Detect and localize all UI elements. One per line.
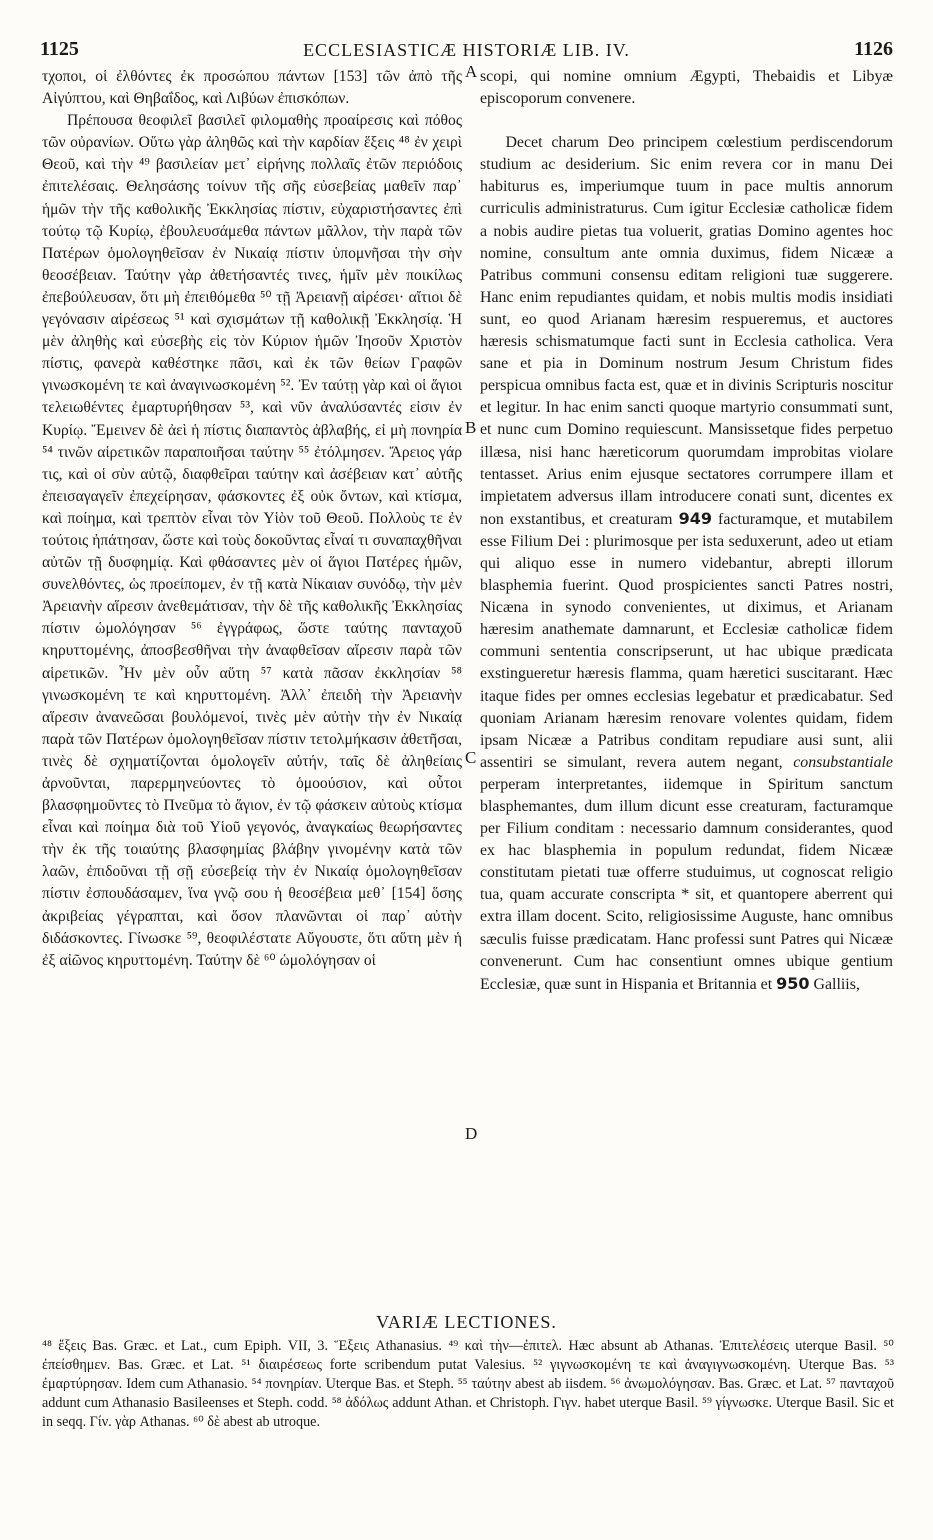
margin-marker-d: D	[465, 1124, 478, 1143]
page-number-left: 1125	[40, 38, 79, 60]
running-title: ECCLESIASTICÆ HISTORIÆ LIB. IV.	[303, 40, 630, 60]
latin-paragraph-1: scopi, qui nomine omnium Ægypti, Thebaidis et Libyæ episcoporum convenere.	[480, 68, 893, 108]
variant-notes-text: ⁴⁸ ἕξεις Bas. Græc. et Lat., cum Epiph. VII, 3. Ἕξεις Athanasius. ⁴⁹ καὶ τὴν—ἐπιτελ. Hæc absunt ab Athanas. Ἐπιτελέσεις uterque Basil. ⁵⁰ ἐπείσθημεν. Bas. Græc. et Lat. ⁵¹ διαιρέσεως forte scribendum putat Valesius. ⁵² γιγνωσκομένη τε καὶ ἀναγιγνωσκομένη. Uterque Bas. ⁵³ ἐμαρτύρησαν. Idem cum Athanasio. ⁵⁴ πονηρίαν. Uterque Bas. et Steph. ⁵⁵ ταύτην abest ab iisdem. ⁵⁶ ἀνωμολόγησαν. Bas. Græc. et Lat. ⁵⁷ πανταχοῦ addunt cum Athanasio Basileenses et Steph. codd. ⁵⁸ ἀδόλως addunt Athan. et Christoph. Γιγν. habet uterque Basil. ⁵⁹ γίγνωσκε. Uterque Basil. Sic et in seqq. Γίν. γὰρ Athanas. ⁶⁰ δὲ abest ab utroque.	[42, 1338, 894, 1430]
column-number-950: 950	[776, 973, 810, 993]
latin-paragraph-2	[480, 132, 893, 996]
latin-column	[480, 66, 893, 1312]
latin-text-b: facturamque, et mutabilem esse Filium Dei : plurimosque per ista seduxerunt, adeo ut etiam qui aliquo esse in numero videbantur, abrepti illorum blasphemia fuerint. Quod prospicientes sancti Patres nostri, Nicæna in synodo convenientes, ut diximus, et Arianam hæresim anathemate damnarunt, et Ecclesiæ catholicæ fidem communi sententia conscripserunt, ut hac ubique prædicata exstingueretur hæresis flamma, quam hæretici suscitarant. Hæc itaque fides per omnes ecclesias legebatur et prædicabatur. Sed quoniam Arianam hæresim renovare volentes quidam, fidem ipsam Nicææ a Patribus conditam repudiare ausi sunt, alii assentiri se simulant, revera autem negant,	[480, 510, 893, 771]
page-number-right: 1126	[854, 38, 893, 60]
margin-marker-b: B	[465, 418, 477, 437]
latin-italic-word: consubstantiale	[793, 753, 893, 771]
column-number-949: 949	[678, 508, 712, 528]
latin-text-c: perperam interpretantes, iidemque in Spiritum sanctum blasphemantes, dum illum dicunt esse creaturam, facturamque per Filium conditam : necessario damnum considerantes, quod ex hac blasphemia in populum redundat, fidem Nicææ constitutam pietati tuæ offerre studuimus, ut cognoscat religio tua, quam accurate conscripta * sit, et quantopere aberrent qui extra illam docent. Scito, religiosissime Auguste, hanc omnibus sæculis fuisse prædicatam. Hanc professi sunt Patres qui Nicææ convenerunt. Cum hac consentiunt omnes ubique gentium Ecclesiæ, quæ sunt in Hispania et Britannia et	[480, 775, 893, 993]
greek-paragraph-2: Πρέπουσα θεοφιλεῖ βασιλεῖ φιλομαθὴς προαίρεσις καὶ πόθος τῶν οὐρανίων. Οὕτω γὰρ ἀληθῶς καὶ τὴν καρδίαν ἕξεις ⁴⁸ ἐν χειρὶ Θεοῦ, καὶ τὴν ⁴⁹ βασιλείαν μετ᾽ εἰρήνης πολλαῖς ἐτῶν περιόδοις ἐπιτελέσαις. Θελησάσης τοίνυν τῆς σῆς εὐσεβείας μαθεῖν παρ᾽ ἡμῶν τὴν τῆς καθολικῆς Ἐκκλησίας πίστιν, εὐχαριστήσαντες ἐπὶ τούτῳ τῷ Κυρίῳ, ἐβουλευσάμεθα πάντων μᾶλλον, τὴν παρὰ τῶν Πατέρων ὁμολογηθεῖσαν ἐν Νικαίᾳ πίστιν ὑπομνῆσαι τὴν σὴν θεοσέβειαν. Ταύτην γὰρ ἀθετήσαντές τινες, ἡμῖν μὲν ποικίλως ἐπεβούλευσαν, ὅτι μὴ ἐπειθόμεθα ⁵⁰ τῇ Ἀρειανῇ αἱρέσει· αἴτιοι δὲ γεγόνασιν αἱρέσεως ⁵¹ καὶ σχισμάτων τῇ καθολικῇ Ἐκκλησίᾳ. Ἡ μὲν ἀληθὴς καὶ εὐσεβὴς εἰς τὸν Κύριον ἡμῶν Ἰησοῦν Χριστὸν πίστις, φανερὰ καθέστηκε πᾶσι, καὶ ἐκ τῶν θείων Γραφῶν γινωσκομένη τε καὶ ἀναγινωσκομένη ⁵². Ἐν ταύτῃ γὰρ καὶ οἱ ἅγιοι τελειωθέντες ἐμαρτυρήθησαν ⁵³, καὶ νῦν ἀναλύσαντές εἰσιν ἐν Κυρίῳ. Ἔμεινεν δὲ ἀεὶ ἡ πίστις διαπαντὸς ἀβλαβής, εἰ μὴ πονηρία ⁵⁴ τινῶν αἱρετικῶν παραποιῆσαι ταύτην ⁵⁵ ἐτόλμησεν. Ἄρειος γάρ τις, καὶ οἱ σὺν αὐτῷ, διαφθεῖραι ταύτην καὶ ἀσέβειαν κατ᾽ αὐτῆς ἐπεισαγαγεῖν ἐπεχείρησαν, φάσκοντες ἐξ οὐκ ὄντων, καὶ κτίσμα, καὶ ποίημα, καὶ τρεπτὸν εἶναι τὸν Υἱὸν τοῦ Θεοῦ. Πολλοὺς τε ἐν τούτοις ἠπάτησαν, ὥστε καὶ τοὺς δοκοῦντας εἶναί τι συναπαχθῆναι αὐτῶν τῇ δυσφημίᾳ. Καὶ φθάσαντες μὲν οἱ ἅγιοι Πατέρες ἡμῶν, συνελθόντες, ὡς προείπομεν, ἐν τῇ κατὰ Νίκαιαν συνόδῳ, τὴν μὲν Ἀρειανὴν αἵρεσιν ἀνεθεμάτισαν, τὴν δὲ τῆς καθολικῆς Ἐκκλησίας πίστιν ὡμολόγησαν ⁵⁶ ἐγγράφως, ὥστε ταύτης πανταχοῦ κηρυττομένης, ἀποσβεσθῆναι τὴν ἀναφθεῖσαν αἵρεσιν παρὰ τῶν αἱρετικῶν. Ἦν μὲν οὖν αὕτη ⁵⁷ κατὰ πᾶσαν ἐκκλησίαν ⁵⁸ γινωσκομένη τε καὶ κηρυττομένη. Ἀλλ᾽ ἐπειδὴ τὴν Ἀρειανὴν αἵρεσιν ἀνανεῶσαι βουλόμενοί, τινὲς μὲν αὐτὴν τὴν ἐν Νικαίᾳ παρὰ τῶν Πατέρων ὁμολογηθεῖσαν πίστιν τετολμήκασιν ἀθετῆσαι, τινὲς δὲ σχηματίζονται ὁμολογεῖν αὐτήν, ταῖς δὲ ἀληθείαις ἀρνοῦνται, παρερμηνεύοντες τὸ ὁμοούσιον, καὶ οὗτοι βλασφημοῦντες τὸ Πνεῦμα τὸ ἅγιον, ἐν τῷ φάσκειν αὐτοὺς κτίσμα εἶναι καὶ ποίημα διὰ τοῦ Υἱοῦ γεγονός, ἀναγκαίως θεωρήσαντες τὴν ἐκ τῆς τοιαύτης βλασφημίας βλάβην γινομένην κατὰ τῶν λαῶν, ἐπιδοῦναι τῇ σῇ εὐσεβείᾳ τὴν ἐν Νικαίᾳ ὁμολογηθεῖσαν πίστιν ἐσπουδάσαμεν, ἵνα γνῷ σου ἡ θεοσέβεια μεθ᾽ [154] ὅσης ἀκριβείας γέγραπται, καὶ ὅσον πλανῶνται οἱ παρ᾽ αὐτὴν διδάσκοντες. Γίνωσκε ⁵⁹, θεοφιλέστατε Αὔγουστε, ὅτι αὕτη μὲν ἡ ἐξ αἰῶνος κηρυττομένη. Ταύτην δὲ ⁶⁰ ὡμολόγησαν οἱ	[42, 112, 462, 969]
page-header	[40, 38, 893, 64]
margin-marker-a: A	[465, 62, 478, 81]
variant-notes	[42, 1337, 894, 1432]
margin-marker-c: C	[465, 748, 477, 767]
latin-text-d: Galliis,	[809, 975, 860, 993]
greek-column	[42, 66, 462, 1312]
variae-lectiones-title: VARIÆ LECTIONES.	[376, 1312, 557, 1332]
greek-paragraph-1: τχοποι, οἱ ἐλθόντες ἐκ προσώπου πάντων [153] τῶν ἀπὸ τῆς Αἰγύπτου, καὶ Θηβαΐδος, καὶ Λιβύων ἐπισκόπων.	[42, 68, 462, 108]
latin-text-a: Decet charum Deo principem cœlestium perdiscendorum studium ac desiderium. Sic enim revera cor in manu Dei habiturus es, imperiumque tuum in pace multis annorum curriculis administraturus. Cum igitur Ecclesiæ catholicæ fidem a nobis audire pietas tua voluerit, gratias Domino agentes hoc nomine, consultum ante omnia duximus, fidem Nicææ a Patribus communi consensu editam religioni tuæ suggerere. Hanc enim repudiantes quidam, et nobis multis modis insidiati sunt, eo quod Arianam hæresim respueremus, et auctores hæresis schismatumque facti sunt in Ecclesia catholica. Vera sane et pia in Dominum nostrum Jesum Christum fides perspicua omnibus facta est, quæ et in divinis Scripturis noscitur et legitur. In hac enim sancti quoque martyrio consummati sunt, et nunc cum Domino requiescunt. Mansissetque fides perpetuo illæsa, nisi hanc hæreticorum quorumdam improbitas violare tentasset. Arius enim ejusque sectatores corrumpere illam et impietatem adversus illam introducere conati sunt, dicentes ex non exstantibus, et creaturam	[480, 134, 893, 528]
